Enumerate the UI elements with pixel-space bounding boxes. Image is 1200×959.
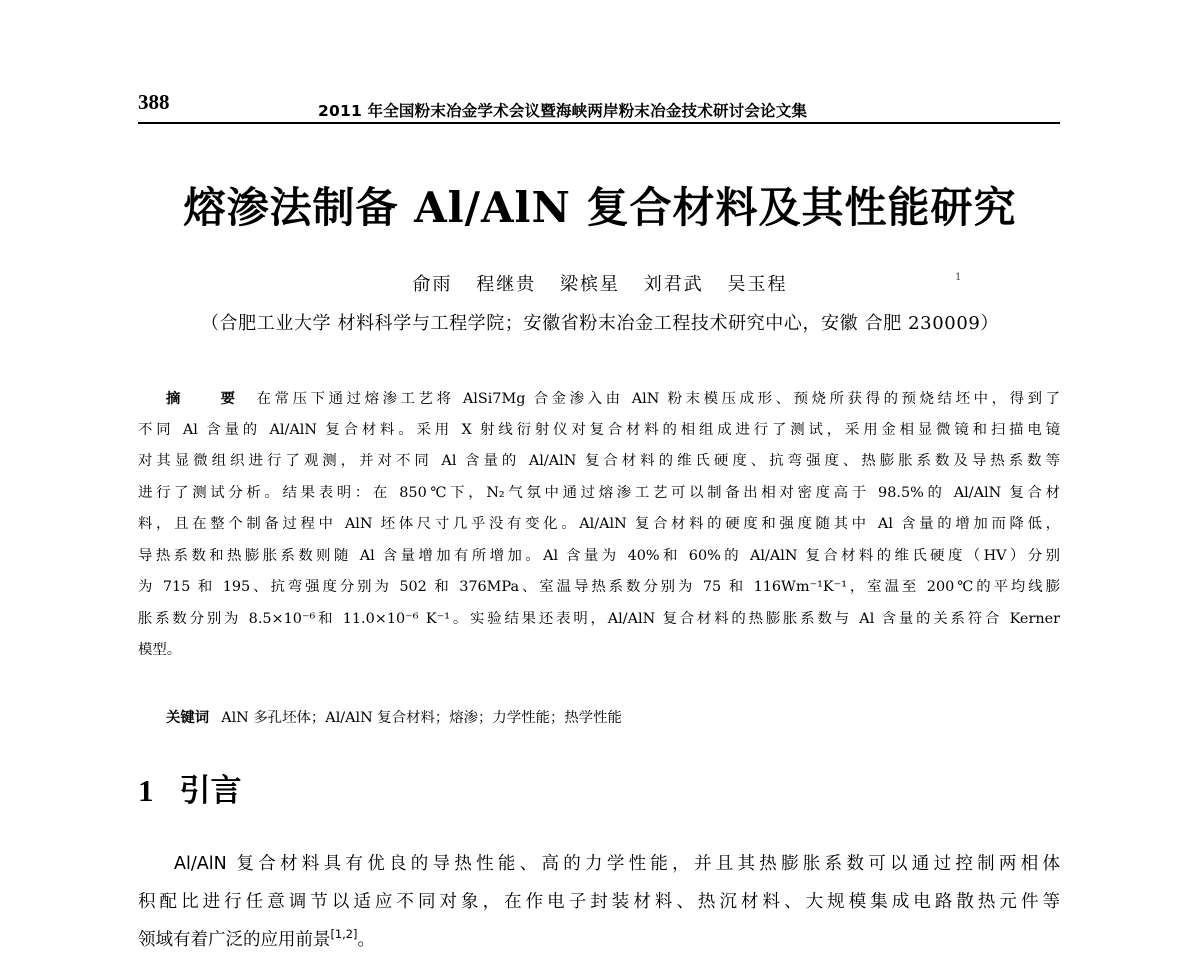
- journal-title: 2011 年全国粉末冶金学术会议暨海峡两岸粉末冶金技术研讨会论文集: [318, 102, 808, 120]
- author: 刘君武: [643, 274, 704, 295]
- keywords: [166, 706, 622, 727]
- abstract-line: 模型。: [138, 642, 182, 658]
- intro-line: 领域有着广泛的应用前景[1,2]。: [138, 927, 375, 950]
- abstract-line: 对其显微组织进行了观测，并对不同 Al 含量的 Al/AlN 复合材料的维氏硬度、抗弯强度、热膨胀系数及导热系数等: [138, 453, 1060, 469]
- abstract-line: 摘 要 在常压下通过熔渗工艺将 AlSi7Mg 合金渗入由 AlN 粉末模压成形、预烧所获得的预烧结坯中，得到了: [166, 390, 1060, 407]
- abstract-line: 不同 Al 含量的 Al/AlN 复合材料。采用 X 射线衍射仪对复合材料的相组成进行了测试，采用金相显微镜和扫描电镜: [138, 421, 1060, 438]
- section-title: 引言: [179, 773, 242, 809]
- citation[interactable]: [1,2]: [330, 927, 358, 942]
- section-heading: [138, 765, 242, 810]
- section-number: 1: [138, 773, 154, 808]
- keywords-text: AlN 多孔坯体；Al/AlN 复合材料；熔渗；力学性能；热学性能: [221, 710, 622, 726]
- paper-title: 熔渗法制备 Al/AlN 复合材料及其性能研究: [183, 183, 1017, 232]
- abstract-line: 料，且在整个制备过程中 AlN 坯体尺寸几乎没有变化。Al/AlN 复合材料的硬度和强度随其中 Al 含量的增加而降低，: [138, 516, 1060, 532]
- abstract-line: 进行了测试分析。结果表明：在 850℃下，N₂气氛中通过熔渗工艺可以制备出相对密度高于 98.5%的 Al/AlN 复合材: [138, 484, 1060, 501]
- running-header: [138, 90, 1060, 124]
- page-number: 388: [138, 90, 170, 114]
- author: 吴玉程: [727, 274, 788, 295]
- intro-line: Al/AlN 复合材料具有优良的导热性能、高的力学性能，并且其热膨胀系数可以通过控制两相体: [174, 854, 1060, 874]
- author: 梁槟星: [560, 274, 620, 295]
- abstract-line: 胀系数分别为 8.5×10⁻⁶和 11.0×10⁻⁶ K⁻¹。实验结果还表明，Al/AlN 复合材料的热膨胀系数与 Al 含量的关系符合 Kerner: [138, 610, 1060, 627]
- keywords-label: 关键词: [166, 709, 210, 726]
- intro-line: 积配比进行任意调节以适应不同对象，在作电子封装材料、热沉材料、大规模集成电路散热元件等: [138, 892, 1060, 912]
- author-list: [0, 270, 1200, 296]
- abstract: [138, 383, 1060, 667]
- affiliation: （合肥工业大学 材料科学与工程学院；安徽省粉末冶金工程技术研究中心，安徽 合肥 230009）: [200, 313, 1000, 334]
- author: 程继贵: [476, 274, 537, 295]
- author: 俞雨: [412, 274, 453, 295]
- stray-mark: 1: [955, 272, 962, 283]
- abstract-line: 为 715 和 195、抗弯强度分别为 502 和 376MPa、室温导热系数分别为 75 和 116Wm⁻¹K⁻¹，室温至 200℃的平均线膨: [138, 579, 1060, 595]
- abstract-label: 摘 要: [166, 390, 253, 407]
- intro-paragraph: [138, 845, 1060, 959]
- abstract-line: 导热系数和热膨胀系数则随 Al 含量增加有所增加。Al 含量为 40%和 60%的 Al/AlN 复合材料的维氏硬度（HV）分别: [138, 547, 1060, 564]
